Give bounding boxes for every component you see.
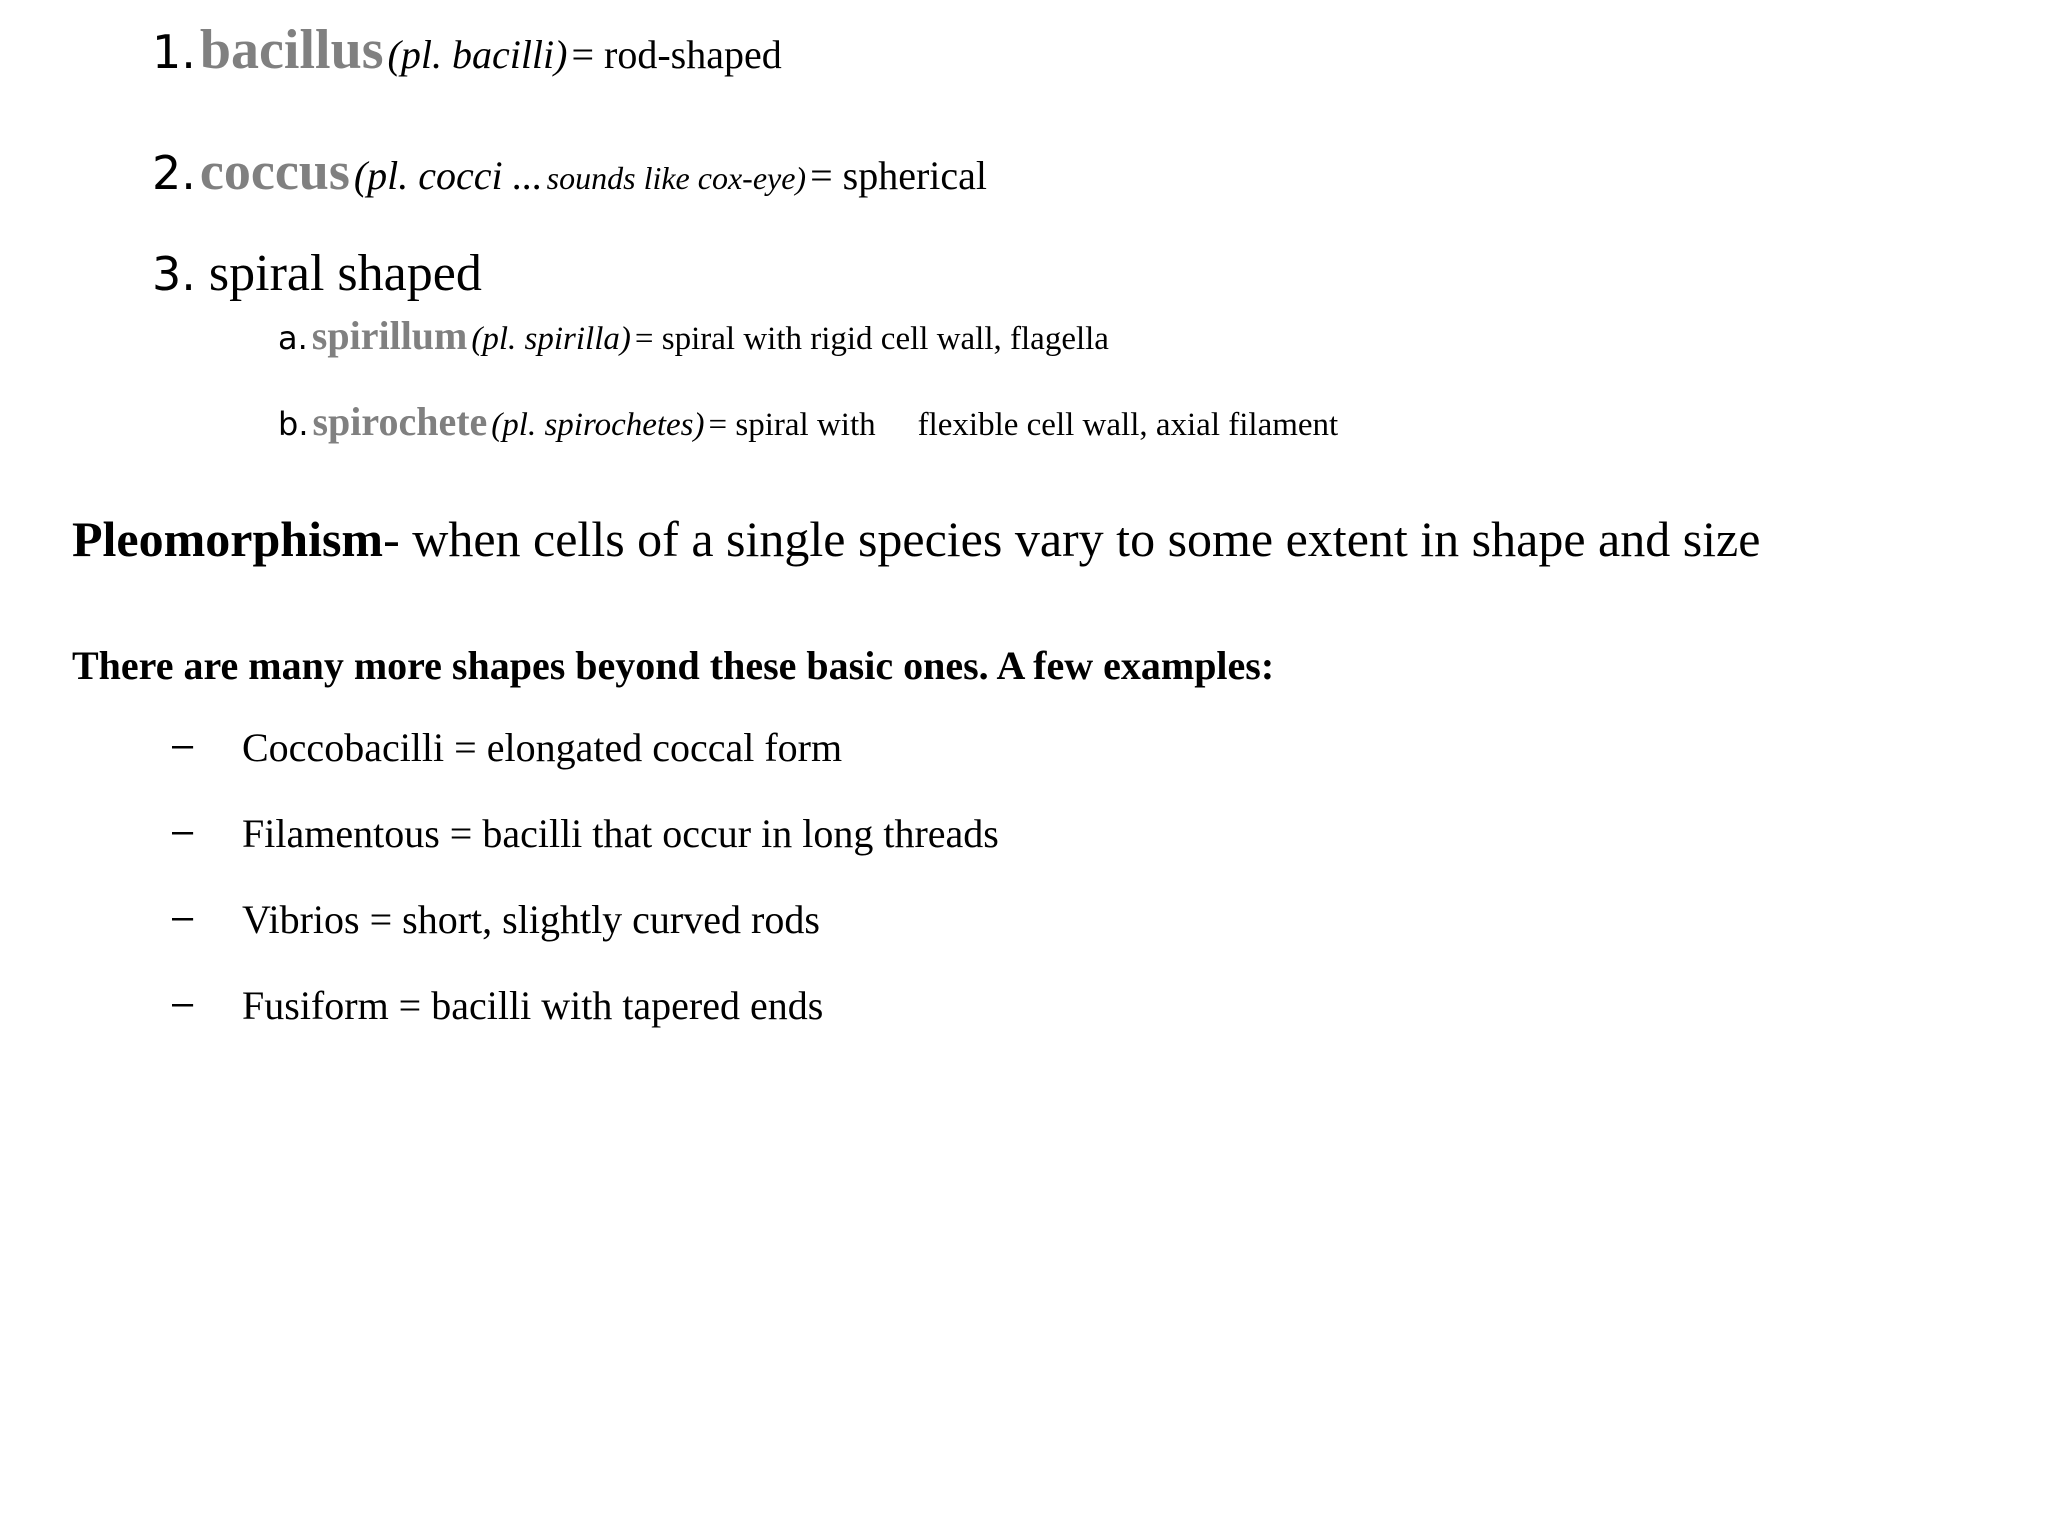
list-item [172,896,999,982]
list-item [172,724,999,810]
term-spirochete: spirochete [312,399,488,444]
term-bacillus: bacillus [199,19,384,81]
list-item-text: Coccobacilli = elongated coccal form [242,725,843,770]
list-item [172,810,999,896]
term-coccus: coccus [199,141,350,201]
subitem-letter: b. [278,405,309,443]
list-item-text: Filamentous = bacilli that occur in long threads [242,811,999,856]
item-number: 1. [152,25,196,79]
pronunciation-note: sounds like cox-eye) [546,160,807,196]
pleomorphism-text: - when cells of a single species vary to some extent in shape and size [383,511,1761,567]
dash-bullet: – [172,724,194,766]
shape-item-bacillus [152,18,782,82]
item-number: 2. [152,146,196,200]
spiral-label: spiral shaped [208,245,482,302]
dash-bullet: – [172,896,194,938]
shape-item-coccus [152,140,987,202]
more-shapes-list [172,724,999,1068]
dash-bullet: – [172,810,194,852]
subitem-letter: a. [278,319,308,357]
plural-bacilli: (pl. bacilli) [387,32,568,77]
shape-item-spiral [152,244,482,303]
term-spirillum: spirillum [311,313,468,358]
list-item [172,982,999,1068]
subitem-spirillum [278,312,1109,359]
pleomorphism-definition [72,510,1760,568]
definition-spirochete-part1: = spiral with [708,407,876,443]
dash-bullet: – [172,982,194,1024]
definition-coccus: = spherical [810,153,988,198]
plural-cocci: (pl. cocci ... [353,153,543,198]
item-number: 3. [152,247,196,301]
definition-bacillus: = rod-shaped [571,32,782,77]
definition-spirochete-part2: flexible cell wall, axial filament [917,407,1339,443]
more-shapes-heading: There are many more shapes beyond these basic ones. A few examples: [72,643,1275,688]
definition-spirillum: = spiral with rigid cell wall, flagella [634,321,1109,357]
term-pleomorphism: Pleomorphism [72,511,384,567]
list-item-text: Vibrios = short, slightly curved rods [242,897,820,942]
plural-spirochetes: (pl. spirochetes) [491,407,705,443]
list-item-text: Fusiform = bacilli with tapered ends [242,983,824,1028]
subitem-spirochete [278,398,1338,445]
plural-spirilla: (pl. spirilla) [471,321,631,357]
